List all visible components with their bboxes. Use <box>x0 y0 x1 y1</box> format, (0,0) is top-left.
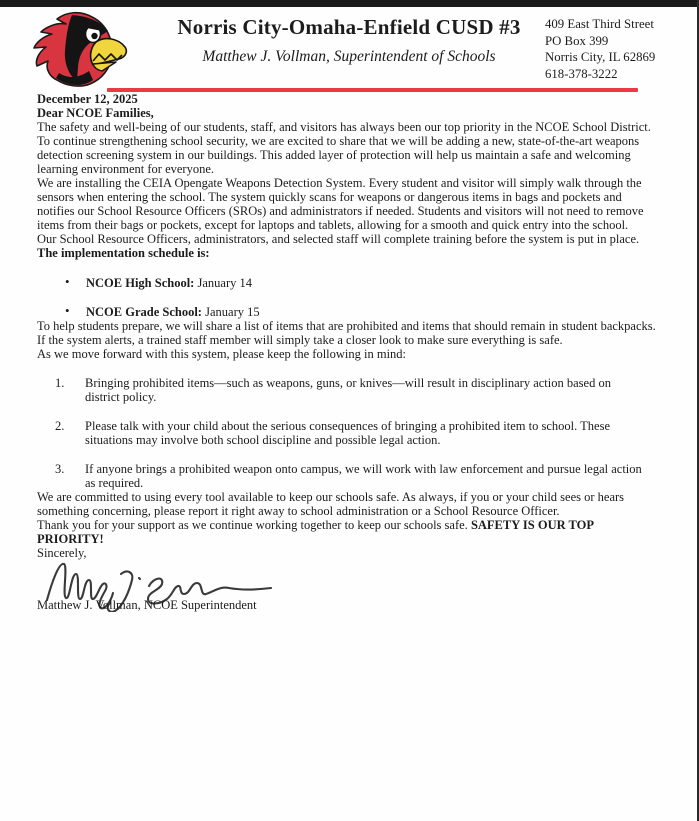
training-text: Our School Resource Officers, administrators, and selected staff will complete training before the system is put in place. <box>37 232 640 246</box>
item-text: Bringing prohibited items—such as weapons, guns, or knives—will result in disciplinary action based on district policy. <box>85 376 611 404</box>
address-block <box>545 16 695 82</box>
item-number: 2. <box>55 419 65 433</box>
thank-you-text: Thank you for your support as we continue working together to keep our schools safe. <box>37 518 471 532</box>
letter-date: December 12, 2025 <box>37 92 138 106</box>
paragraph-system-description: We are installing the CEIA Opengate Weapons Detection System. Every student and visitor will simply walk through the sensors when entering the school. The system quickly scans for weapons or dangerous items in bags and pockets and notifies our School Resource Officers (SROs) and administrators if needed. Students and visitors will not need to remove items from their bags or pockets, except for laptops and tablets, allowing for a smooth and quick entry into the school. <box>37 176 644 232</box>
address-line-city: Norris City, IL 62869 <box>545 50 656 64</box>
school-date: January 15 <box>201 305 260 319</box>
paragraph-commitment: We are committed to using every tool available to keep our schools safe. As always, if you or your child sees or hears something concerning, please report it right away to school administration or a School Resource Officer. <box>37 490 625 518</box>
implementation-schedule-label: The implementation schedule is: <box>37 246 210 260</box>
schedule-bullet-list <box>37 276 660 319</box>
safety-priority-emphasis: SAFETY IS OUR TOP PRIORITY! <box>37 518 594 546</box>
item-number: 1. <box>55 376 65 390</box>
superintendent-line: Matthew J. Vollman, Superintendent of Schools <box>202 48 496 65</box>
paragraph-thank-you <box>37 518 660 546</box>
address-line-street: 409 East Third Street <box>545 17 654 31</box>
district-name: Norris City-Omaha-Enfield CUSD #3 <box>177 15 521 39</box>
letterhead-title-block <box>148 15 550 66</box>
paragraph-safety-priority: The safety and well-being of our students, staff, and visitors has always been our top priority in the NCOE School District. To continue strengthening school security, we are excited to share that we will be adding a new, state-of-the-art weapons detection screening system in our buildings. This added layer of protection will help us maintain a safe and welcoming learning environment for everyone. <box>37 120 651 176</box>
reminder-item-2 <box>37 419 660 447</box>
letterhead <box>0 7 697 92</box>
paragraph-keep-in-mind: As we move forward with this system, please keep the following in mind: <box>37 347 407 361</box>
reminder-numbered-list <box>37 376 660 490</box>
item-text: If anyone brings a prohibited weapon onto campus, we will work with law enforcement and pursue legal action as required. <box>85 462 642 490</box>
schedule-item-grade-school <box>65 305 660 319</box>
reminder-item-1 <box>37 376 660 404</box>
school-label: NCOE High School: <box>86 276 195 290</box>
paragraph-prohibited-list: To help students prepare, we will share a list of items that are prohibited and items that should remain in student backpacks. If the system alerts, a trained staff member will simply take a closer look to make sure everything is safe. <box>37 319 656 347</box>
address-line-phone: 618-378-3222 <box>545 66 618 81</box>
signer-name: Matthew J. Vollman, NCOE Superintendent <box>37 598 257 612</box>
item-text: Please talk with your child about the serious consequences of bringing a prohibited item to school. These situations may involve both school discipline and possible legal action. <box>85 419 610 447</box>
paragraph-training-schedule <box>37 232 660 260</box>
schedule-item-high-school <box>65 276 660 290</box>
school-date: January 14 <box>194 276 252 290</box>
closing-sincerely: Sincerely, <box>37 546 87 560</box>
reminder-item-3 <box>37 462 660 490</box>
school-label: NCOE Grade School: <box>86 305 202 319</box>
top-black-bar <box>0 0 697 7</box>
letter-body <box>37 92 660 612</box>
item-number: 3. <box>55 462 65 476</box>
address-line-pobox: PO Box 399 <box>545 33 609 48</box>
cardinal-mascot-logo <box>30 9 134 89</box>
cardinal-icon <box>30 9 134 89</box>
salutation: Dear NCOE Families, <box>37 106 154 120</box>
